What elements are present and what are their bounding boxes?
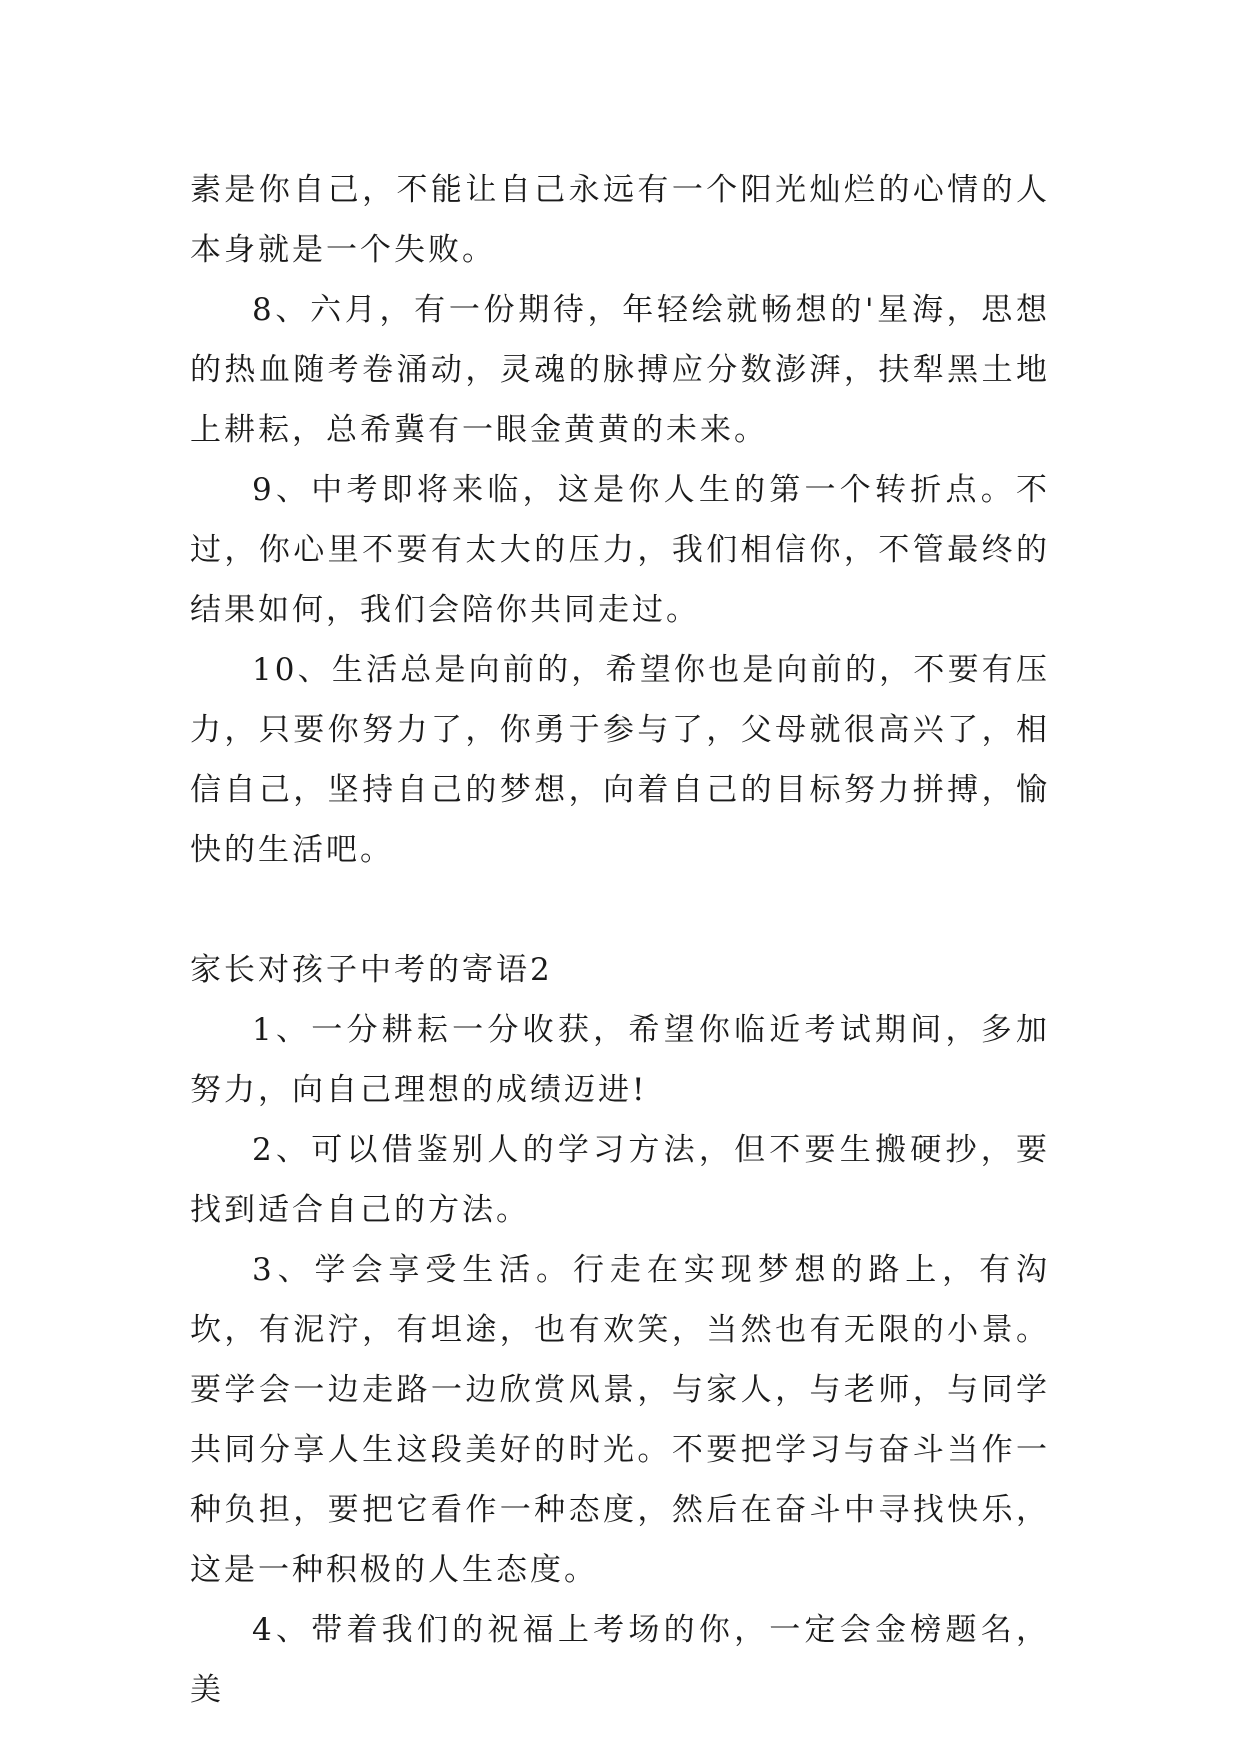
document-body [190,160,1050,1720]
paragraph-item-9: 9、中考即将来临，这是你人生的第一个转折点。不过，你心里不要有太大的压力，我们相信你，不管最终的结果如何，我们会陪你共同走过。 [190,472,1050,628]
paragraph-item-2: 2、可以借鉴别人的学习方法，但不要生搬硬抄，要找到适合自己的方法。 [190,1132,1050,1228]
paragraph-item-10: 10、生活总是向前的，希望你也是向前的，不要有压力，只要你努力了，你勇于参与了，父母就很高兴了，相信自己，坚持自己的梦想，向着自己的目标努力拼搏，愉快的生活吧。 [190,652,1050,868]
paragraph-item-1: 1、一分耕耘一分收获，希望你临近考试期间，多加努力，向自己理想的成绩迈进! [190,1012,1050,1108]
paragraph-continuation: 素是你自己，不能让自己永远有一个阳光灿烂的心情的人本身就是一个失败。 [190,172,1050,268]
paragraph-item-8: 8、六月，有一份期待，年轻绘就畅想的'星海，思想的热血随考卷涌动，灵魂的脉搏应分数澎湃，扶犁黑土地上耕耘，总希冀有一眼金黄黄的未来。 [190,292,1050,448]
paragraph-item-4: 4、带着我们的祝福上考场的你，一定会金榜题名，美 [190,1612,1050,1708]
section-heading: 家长对孩子中考的寄语2 [190,952,553,988]
paragraph-item-3: 3、学会享受生活。行走在实现梦想的路上，有沟坎，有泥泞，有坦途，也有欢笑，当然也有无限的小景。要学会一边走路一边欣赏风景，与家人，与老师，与同学共同分享人生这段美好的时光。不要把学习与奋斗当作一种负担，要把它看作一种态度，然后在奋斗中寻找快乐，这是一种积极的人生态度。 [190,1252,1050,1588]
